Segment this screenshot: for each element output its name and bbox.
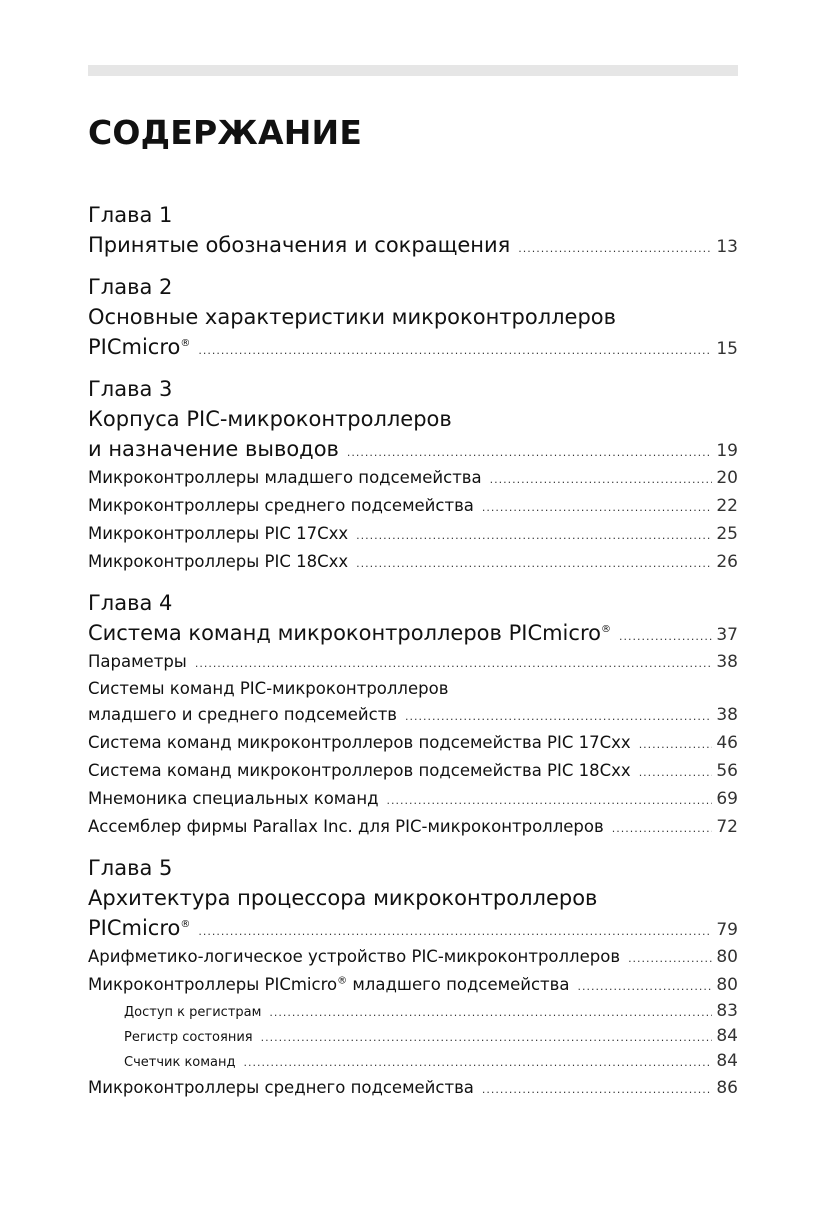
chapter-entry[interactable] [88,434,738,464]
entry-title: Микроконтроллеры среднего подсемейства [88,496,474,515]
dot-leader [198,336,712,366]
chapter-label: Глава 5 [88,856,173,880]
section-entry[interactable] [88,971,738,999]
entry-title: Микроконтроллеры PIC 18Cxx [88,552,349,571]
section-entry[interactable] [88,785,738,813]
chapter-label: Глава 4 [88,591,173,615]
page-number: 84 [716,1051,738,1071]
chapter-title-line: Основные характеристики микроконтроллеров [88,305,617,329]
entry-title: и назначение выводов [88,437,339,461]
dot-leader [482,1076,712,1104]
table-of-contents [88,200,738,1102]
section-entry[interactable] [88,701,738,729]
chapter-label: Глава 3 [88,377,173,401]
entry-title: Микроконтроллеры среднего подсемейства [88,1078,474,1097]
section-entry[interactable] [88,464,738,492]
top-rule [88,65,738,76]
subsection-entry[interactable] [88,999,738,1024]
dot-leader [261,1025,713,1050]
chapter-title-line: Корпуса PIC-микроконтроллеров [88,407,452,431]
dot-leader [612,815,713,843]
registered-mark: ® [180,919,191,930]
dot-leader [628,945,712,973]
entry-title: Доступ к регистрам [124,1005,262,1020]
page-number: 20 [716,468,738,488]
chapter-label: Глава 1 [88,203,173,227]
dot-leader [482,494,712,522]
entry-title: Счетчик команд [124,1055,236,1070]
section-entry[interactable] [88,1074,738,1102]
dot-leader [356,522,712,550]
entry-title: Система команд микроконтроллеров подсемейства PIC 18Cxx [88,761,631,780]
page-number: 22 [716,496,738,516]
section-entry[interactable] [88,548,738,576]
dot-leader [269,1000,712,1025]
chapter-entry[interactable] [88,332,738,362]
entry-title: младшего и среднего подсемейств [88,705,398,724]
chapter-entry[interactable] [88,230,738,260]
section-entry[interactable] [88,648,738,676]
page-number: 13 [716,237,738,257]
entry-title: Параметры [88,652,187,671]
page-number: 37 [716,625,738,645]
chapter-entry[interactable] [88,618,738,648]
entry-title: Мнемоника специальных команд [88,789,379,808]
entry-title: Регистр состояния [124,1030,253,1045]
chapter-4 [88,588,738,841]
section-entry[interactable] [88,729,738,757]
page-number: 69 [716,789,738,809]
entry-title: Микроконтроллеры PICmicro® младшего подсемейства [88,975,570,994]
page-number: 72 [716,817,738,837]
section-entry[interactable] [88,813,738,841]
section-entry-first-line[interactable]: Системы команд PIC-микроконтроллеров [88,679,449,698]
dot-leader [490,466,713,494]
entry-title: Система команд микроконтроллеров PICmicro® [88,621,611,645]
page-number: 84 [716,1026,738,1046]
chapter-entry[interactable] [88,913,738,943]
dot-leader [639,759,713,787]
entry-title: Принятые обозначения и сокращения [88,233,511,257]
dot-leader [405,703,712,731]
page-number: 83 [716,1001,738,1021]
dot-leader [195,650,713,678]
dot-leader [577,973,712,1001]
page-number: 26 [716,552,738,572]
dot-leader [244,1050,713,1075]
entry-title: PICmicro® [88,335,191,359]
dot-leader [518,234,712,264]
page-number: 19 [716,441,738,461]
registered-mark: ® [337,975,348,987]
page-number: 25 [716,524,738,544]
entry-title: Микроконтроллеры PIC 17Cxx [88,524,349,543]
page-number: 80 [716,947,738,967]
dot-leader [619,622,712,652]
chapter-5 [88,853,738,1102]
entry-title: Микроконтроллеры младшего подсемейства [88,468,482,487]
subsection-entry[interactable] [88,1049,738,1074]
chapter-3 [88,374,738,576]
chapter-1 [88,200,738,260]
section-entry[interactable] [88,757,738,785]
page-number: 56 [716,761,738,781]
section-entry[interactable] [88,520,738,548]
page-number: 80 [716,975,738,995]
page-number: 15 [716,339,738,359]
chapter-title-line: Архитектура процессора микроконтроллеров [88,886,598,910]
entry-title: Система команд микроконтроллеров подсемейства PIC 17Cxx [88,733,631,752]
page-number: 86 [716,1078,738,1098]
page-title: СОДЕРЖАНИЕ [88,113,363,152]
section-entry[interactable] [88,943,738,971]
dot-leader [356,550,712,578]
registered-mark: ® [600,624,611,635]
entry-title: Арифметико-логическое устройство PIC-микроконтроллеров [88,947,621,966]
dot-leader [639,731,713,759]
page-number: 79 [716,920,738,940]
registered-mark: ® [180,338,191,349]
dot-leader [387,787,713,815]
chapter-2 [88,272,738,362]
subsection-entry[interactable] [88,1024,738,1049]
chapter-label: Глава 2 [88,275,173,299]
page-number: 38 [716,705,738,725]
page-number: 46 [716,733,738,753]
section-entry[interactable] [88,492,738,520]
entry-title: PICmicro® [88,916,191,940]
page-number: 38 [716,652,738,672]
entry-title: Ассемблер фирмы Parallax Inc. для PIC-микроконтроллеров [88,817,604,836]
